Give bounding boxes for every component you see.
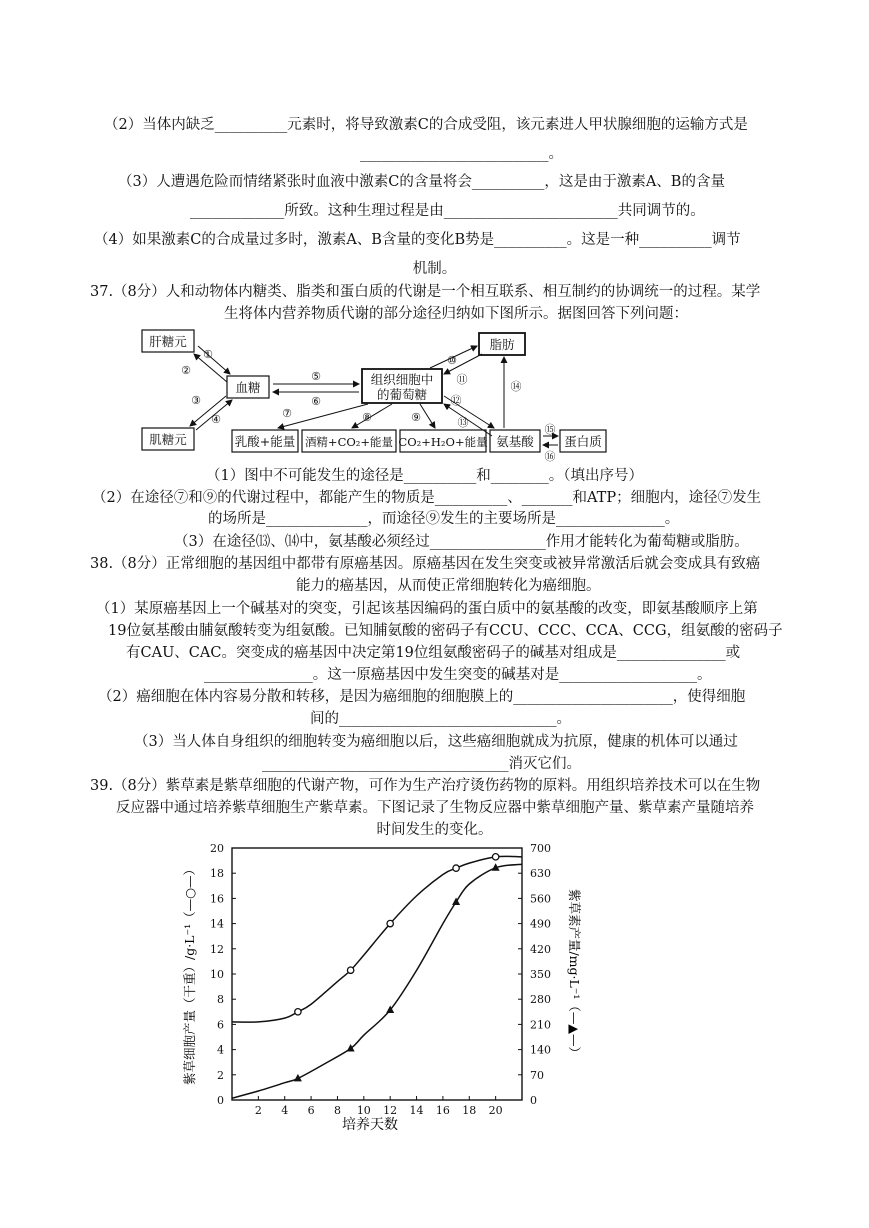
- q38-p1-line2: 19位氨基酸由脯氨酸转变为组氨酸。已知脯氨酸的密码子有CCU、CCC、CCA、CCG，组氨酸的密码子: [108, 623, 783, 639]
- q38-p1-line3: 有CAU、CAC。突变成的癌基因中决定第19位组氨酸密码子的碱基对组成是_______________或: [126, 645, 741, 661]
- shikonin-yield-point: [347, 1044, 355, 1052]
- q39-stem-line1: 39.（8分）紫草素是紫草细胞的代谢产物，可作为生产治疗烫伤药物的原料。用组织培养技术可以在生物: [90, 778, 761, 794]
- y-left-tick-label: 2: [217, 1068, 224, 1082]
- q38-p2-line2: 间的______________________________。: [310, 711, 571, 727]
- q38-p1-line1: （1）某原癌基因上一个碱基对的突变，引起该基因编码的蛋白质中的氨基酸的改变，即氨基酸顺序上第: [96, 601, 758, 617]
- q37-p1: （1）图中不可能发生的途径是__________和________。（填出序号）: [206, 468, 643, 484]
- label-co2water: CO₂+H₂O+能量: [398, 435, 488, 449]
- y-left-tick-label: 12: [210, 942, 224, 956]
- metabolism-diagram: [130, 324, 620, 464]
- step-10: ⑩: [447, 354, 457, 367]
- y-left-tick-label: 8: [217, 993, 224, 1007]
- x-tick-label: 16: [435, 1104, 450, 1117]
- x-tick-label: 2: [254, 1104, 262, 1117]
- y-right-tick-label: 490: [530, 917, 551, 931]
- q37-stem-line1: 37.（8分）人和动物体内糖类、脂类和蛋白质的代谢是一个相互联系、相互制约的协调统一的过程。某学: [90, 284, 761, 300]
- y-right-tick-label: 70: [530, 1068, 544, 1082]
- step-8: ⑧: [362, 411, 372, 424]
- y-right-tick-label: 210: [530, 1018, 551, 1032]
- x-tick-label: 14: [409, 1104, 424, 1117]
- y-right-axis-label: 紫草素产量/mg·L⁻¹（—▲—）: [567, 888, 582, 1060]
- y-left-tick-label: 6: [217, 1018, 224, 1032]
- y-right-tick-label: 560: [530, 892, 551, 906]
- y-right-tick-label: 140: [530, 1043, 551, 1057]
- step-16: ⑯: [544, 450, 556, 463]
- q38-p1-line4: _______________。这一原癌基因中发生突变的碱基对是___________________。: [204, 667, 712, 683]
- plot-frame: [232, 848, 522, 1100]
- step-2: ②: [181, 364, 191, 377]
- label-muscle-glycogen: 肌糖元: [149, 432, 187, 447]
- q36-p4-line1: （4）如果激素C的合成量过多时，激素A、B含量的变化B势是__________。这是一种__________调节: [94, 232, 741, 248]
- y-left-tick-label: 16: [210, 892, 224, 906]
- q36-p4-line2: 机制。: [412, 261, 457, 277]
- y-right-tick-label: 700: [530, 842, 551, 855]
- step-1: ①: [203, 348, 213, 361]
- x-tick-label: 12: [383, 1104, 398, 1117]
- step-9: ⑨: [411, 411, 421, 424]
- label-blood-sugar: 血糖: [235, 380, 261, 395]
- cell-yield-point: [492, 854, 498, 860]
- q38-p3-line1: （3）当人体自身组织的细胞转变为癌细胞以后，这些癌细胞就成为抗原，健康的机体可以通过: [134, 734, 738, 750]
- label-alcohol: 酒精+CO₂+能量: [304, 435, 394, 449]
- y-right-tick-label: 350: [530, 968, 551, 981]
- culture-yield-chart: [170, 838, 590, 1138]
- cell-yield-point: [387, 920, 393, 926]
- q38-p3-line2: __________________________________消灭它们。: [262, 756, 581, 772]
- y-left-axis-label: 紫草细胞产量（干重）/g·L⁻¹（—○—）: [182, 862, 197, 1086]
- y-left-tick-label: 18: [210, 867, 224, 881]
- cell-yield-point: [347, 967, 353, 973]
- step-3: ③: [191, 394, 201, 407]
- arrow-9: [420, 404, 435, 428]
- q39-stem-line2: 反应器中通过培养紫草细胞生产紫草素。下图记录了生物反应器中紫草细胞产量、紫草素产量随培养: [116, 800, 754, 816]
- q36-p3-line2: _____________所致。这种生理过程是由________________________共同调节的。: [190, 203, 705, 219]
- q38-stem-line1: 38.（8分）正常细胞的基因组中都带有原癌基因。原癌基因在发生突变或被异常激活后就会变成具有致癌: [90, 556, 761, 572]
- step-11: ⑪: [456, 373, 468, 386]
- q39-stem-line3: 时间发生的变化。: [376, 822, 493, 838]
- q37-p2-line2: 的场所是______________，而途径⑨发生的主要场所是_______________。: [208, 511, 680, 527]
- label-fat: 脂肪: [489, 337, 515, 352]
- step-13: ⑬: [457, 416, 469, 429]
- step-7: ⑦: [282, 407, 292, 420]
- x-axis-label: 培养天数: [342, 1117, 398, 1133]
- y-left-tick-label: 0: [217, 1094, 224, 1107]
- label-tissue-glucose-1: 组织细胞中: [370, 372, 434, 387]
- step-12: ⑫: [450, 394, 462, 407]
- x-tick-label: 6: [307, 1104, 315, 1117]
- y-left-tick-label: 4: [217, 1043, 224, 1057]
- shikonin-yield-line: [232, 864, 522, 1098]
- step-6: ⑥: [311, 395, 321, 408]
- y-right-tick-label: 0: [530, 1094, 537, 1107]
- arrow-8: [352, 404, 392, 428]
- step-14: ⑭: [510, 380, 522, 393]
- x-tick-label: 8: [333, 1104, 341, 1117]
- cell-yield-line: [232, 856, 522, 1022]
- q36-p3-line1: （3）人遭遇危险而情绪紧张时血液中激素C的含量将会__________，这是由于激素A、B的含量: [118, 174, 725, 190]
- q37-p2-line1: （2）在途径⑦和⑨的代谢过程中，都能产生的物质是__________、_______和ATP；细胞内，途径⑦发生: [92, 490, 762, 506]
- step-4: ④: [211, 413, 221, 426]
- step-5: ⑤: [311, 370, 321, 383]
- cell-yield-point: [295, 1009, 301, 1015]
- q36-p2-line2: __________________________。: [360, 146, 563, 162]
- q37-p3: （3）在途径⒀、⒁中，氨基酸必须经过________________作用才能转化为葡萄糖或脂肪。: [174, 534, 749, 550]
- q36-p2-line1: （2）当体内缺乏__________元素时，将导致激素C的合成受阻，该元素进人甲状腺细胞的运输方式是: [104, 117, 748, 133]
- q38-stem-line2: 能力的癌基因，从而使正常细胞转化为癌细胞。: [296, 578, 601, 594]
- label-amino: 氨基酸: [496, 434, 534, 449]
- label-tissue-glucose-2: 的葡萄糖: [376, 387, 428, 402]
- y-left-tick-label: 10: [210, 968, 224, 981]
- x-tick-label: 4: [281, 1104, 289, 1117]
- label-liver-glycogen: 肝糖元: [149, 334, 187, 349]
- y-left-tick-label: 14: [210, 917, 224, 931]
- x-tick-label: 10: [356, 1104, 371, 1117]
- q37-stem-line2: 生将体内营养物质代谢的部分途径归纳如下图所示。据图回答下列问题：: [224, 306, 688, 322]
- label-protein: 蛋白质: [564, 434, 602, 449]
- label-lactic: 乳酸+能量: [234, 434, 296, 449]
- y-right-tick-label: 280: [530, 993, 551, 1007]
- x-tick-label: 18: [462, 1104, 477, 1117]
- x-tick-label: 20: [488, 1104, 503, 1117]
- q38-p2-line1: （2）癌细胞在体内容易分散和转移，是因为癌细胞的细胞膜上的______________________，使得细胞: [98, 689, 746, 705]
- y-left-tick-label: 20: [210, 842, 224, 855]
- step-15: ⑮: [544, 423, 556, 436]
- cell-yield-point: [453, 865, 459, 871]
- y-right-tick-label: 630: [530, 867, 551, 881]
- y-right-tick-label: 420: [530, 942, 551, 956]
